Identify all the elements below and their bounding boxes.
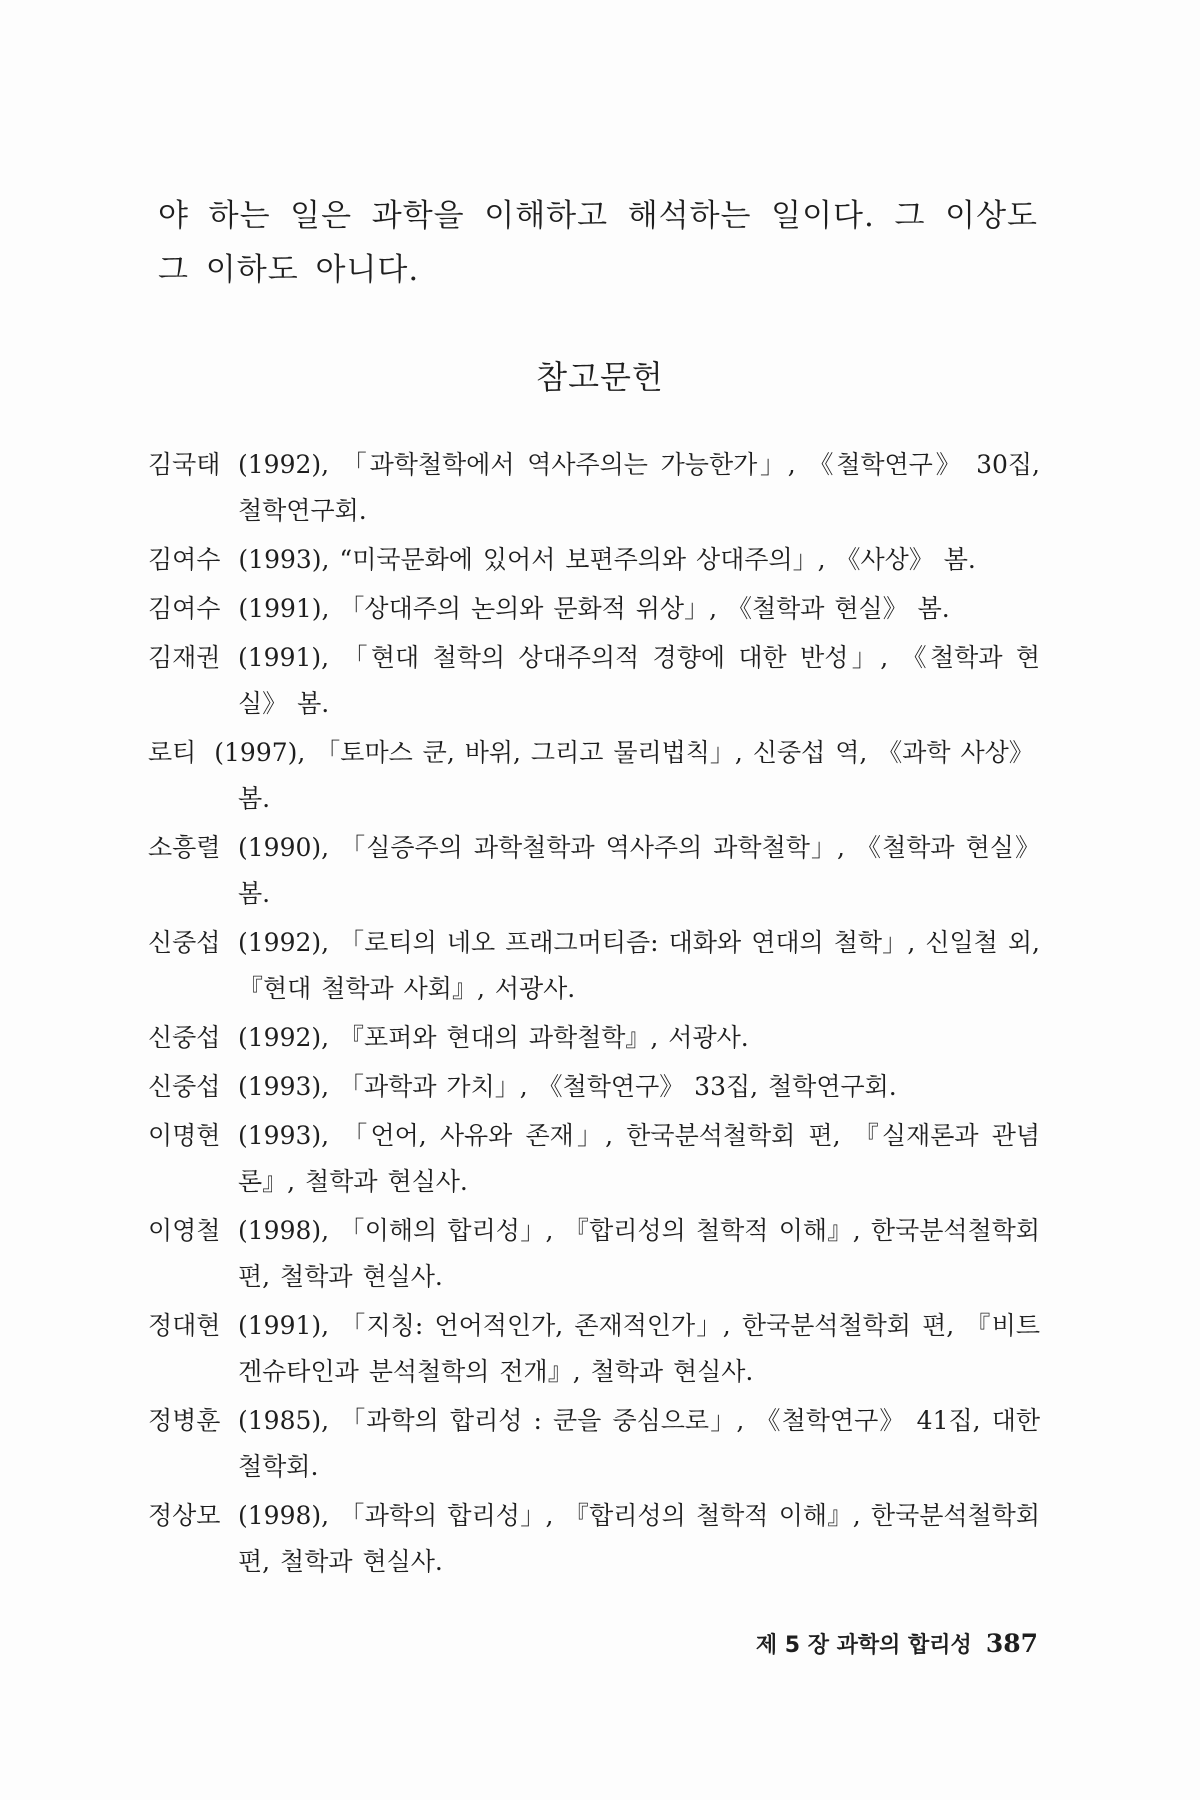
- references-heading: 참고문헌: [536, 358, 664, 396]
- reference-author: 이영철: [148, 1216, 221, 1245]
- reference-item: [148, 1493, 1040, 1585]
- intro-paragraph: 야 하는 일은 과학을 이해하고 해석하는 일이다. 그 이상도 그 이하도 아니다.: [158, 198, 1038, 288]
- reference-author: 정대현: [148, 1311, 221, 1340]
- reference-author: 신중섭: [148, 1023, 221, 1052]
- reference-item: [148, 586, 1040, 632]
- reference-author: 김여수: [148, 594, 221, 623]
- reference-entry: (1992), 「로티의 네오 프래그머티즘: 대화와 연대의 철학」, 신일철 외, 『현대 철학과 사회』, 서광사.: [238, 928, 1040, 1003]
- reference-entry: (1991), 「현대 철학의 상대주의적 경향에 대한 반성」, 《철학과 현실》 봄.: [238, 643, 1040, 718]
- reference-entry: (1985), 「과학의 합리성 : 쿤을 중심으로」, 《철학연구》 41집, 대한철학회.: [238, 1406, 1040, 1481]
- reference-entry: (1992), 『포퍼와 현대의 과학철학』, 서광사.: [238, 1023, 749, 1052]
- reference-item: [148, 442, 1040, 534]
- reference-author: 신중섭: [148, 1072, 221, 1101]
- reference-author: 로티: [148, 738, 197, 767]
- reference-author: 김국태: [148, 450, 221, 479]
- page-footer: [756, 1628, 1038, 1659]
- reference-entry: (1990), 「실증주의 과학철학과 역사주의 과학철학」, 《철학과 현실》 봄.: [238, 833, 1040, 908]
- reference-entry: (1997), 「토마스 쿤, 바위, 그리고 물리법칙」, 신중섭 역, 《과학 사상》 봄.: [214, 738, 1034, 813]
- reference-item: [148, 1398, 1040, 1490]
- reference-item: [148, 1064, 1040, 1110]
- reference-item: [148, 1015, 1040, 1061]
- reference-entry: (1993), 「언어, 사유와 존재」, 한국분석철학회 편, 『실재론과 관념론』, 철학과 현실사.: [238, 1121, 1040, 1196]
- reference-author: 김재권: [148, 643, 221, 672]
- reference-entry: (1991), 「지칭: 언어적인가, 존재적인가」, 한국분석철학회 편, 『비트겐슈타인과 분석철학의 전개』, 철학과 현실사.: [238, 1311, 1040, 1386]
- reference-author: 이명현: [148, 1121, 221, 1150]
- reference-author: 정병훈: [148, 1406, 221, 1435]
- reference-author: 신중섭: [148, 928, 221, 957]
- reference-author: 소흥렬: [148, 833, 221, 862]
- reference-item: [148, 537, 1040, 583]
- reference-item: [148, 920, 1040, 1012]
- reference-entry: (1993), 「과학과 가치」, 《철학연구》 33집, 철학연구회.: [238, 1072, 897, 1101]
- reference-entry: (1991), 「상대주의 논의와 문화적 위상」, 《철학과 현실》 봄.: [238, 594, 950, 623]
- reference-item: [148, 825, 1040, 917]
- reference-author: 김여수: [148, 545, 221, 574]
- reference-item: [148, 1113, 1040, 1205]
- reference-entry: (1992), 「과학철학에서 역사주의는 가능한가」, 《철학연구》 30집, 철학연구회.: [238, 450, 1040, 525]
- chapter-title: 제 5 장 과학의 합리성: [755, 1633, 972, 1658]
- reference-list: [148, 442, 1040, 1588]
- reference-item: [148, 635, 1040, 727]
- reference-item: [148, 1208, 1040, 1300]
- reference-entry: (1993), “미국문화에 있어서 보편주의와 상대주의」, 《사상》 봄.: [238, 545, 976, 574]
- reference-item: [148, 1303, 1040, 1395]
- reference-entry: (1998), 「이해의 합리성」, 『합리성의 철학적 이해』, 한국분석철학회 편, 철학과 현실사.: [238, 1216, 1040, 1291]
- reference-author: 정상모: [148, 1501, 221, 1530]
- page-number: 387: [985, 1629, 1038, 1658]
- reference-item: [148, 730, 1040, 822]
- reference-entry: (1998), 「과학의 합리성」, 『합리성의 철학적 이해』, 한국분석철학회 편, 철학과 현실사.: [238, 1501, 1040, 1576]
